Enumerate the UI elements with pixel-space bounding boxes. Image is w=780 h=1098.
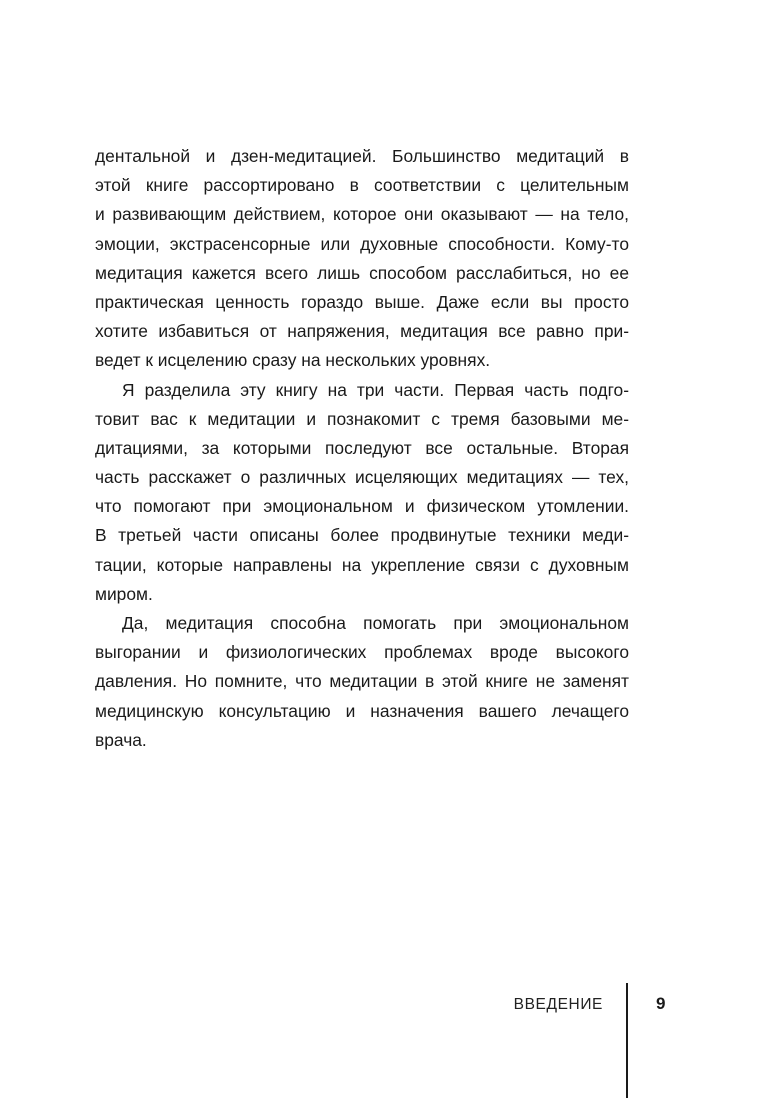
text-line: практическая ценность гораздо выше. Даже если вы просто (95, 291, 629, 312)
text-line: медитация кажется всего лишь способом расслабиться, но ее (95, 262, 629, 283)
text-line: Я разделила эту книгу на три части. Первая часть подго- (122, 379, 629, 400)
text-line: миром. (95, 583, 153, 604)
footer-divider (626, 983, 628, 1098)
text-line: медицинскую консультацию и назначения вашего лечащего (95, 700, 629, 721)
text-line: ведет к исцелению сразу на нескольких уровнях. (95, 350, 491, 371)
running-footer-section: ВВЕДЕНИЕ (513, 996, 603, 1013)
paragraph-2 (95, 376, 629, 610)
text-line: этой книге рассортировано в соответствии с целительным (95, 175, 629, 196)
text-line: В третьей части описаны более продвинутые техники меди- (95, 525, 629, 546)
page-number: 9 (656, 994, 666, 1013)
text-line: тации, которые направлены на укрепление связи с духовным (95, 554, 629, 575)
text-line: товит вас к медитации и познакомит с тремя базовыми ме- (95, 408, 629, 429)
paragraph-3 (95, 609, 629, 755)
text-line: что помогают при эмоциональном и физическом утомлении. (95, 496, 629, 517)
text-line: дитациями, за которыми последуют все остальные. Вторая (95, 437, 629, 458)
text-line: дентальной и дзен-медитацией. Большинство медитаций в (95, 146, 629, 166)
text-line: Да, медитация способна помогать при эмоциональном (122, 613, 629, 633)
text-line: эмоции, экстрасенсорные или духовные способности. Кому-то (95, 233, 629, 254)
text-line: выгорании и физиологических проблемах вроде высокого (95, 642, 629, 663)
paragraph-1 (95, 142, 629, 376)
text-line: и развивающим действием, которое они оказывают — на тело, (95, 204, 629, 225)
text-line: врача. (95, 729, 147, 750)
page-body (95, 142, 629, 755)
text-line: давления. Но помните, что медитации в этой книге не заменят (95, 671, 629, 692)
text-line: часть расскажет о различных исцеляющих медитациях — тех, (95, 467, 629, 488)
text-line: хотите избавиться от напряжения, медитация все равно при- (95, 321, 629, 342)
